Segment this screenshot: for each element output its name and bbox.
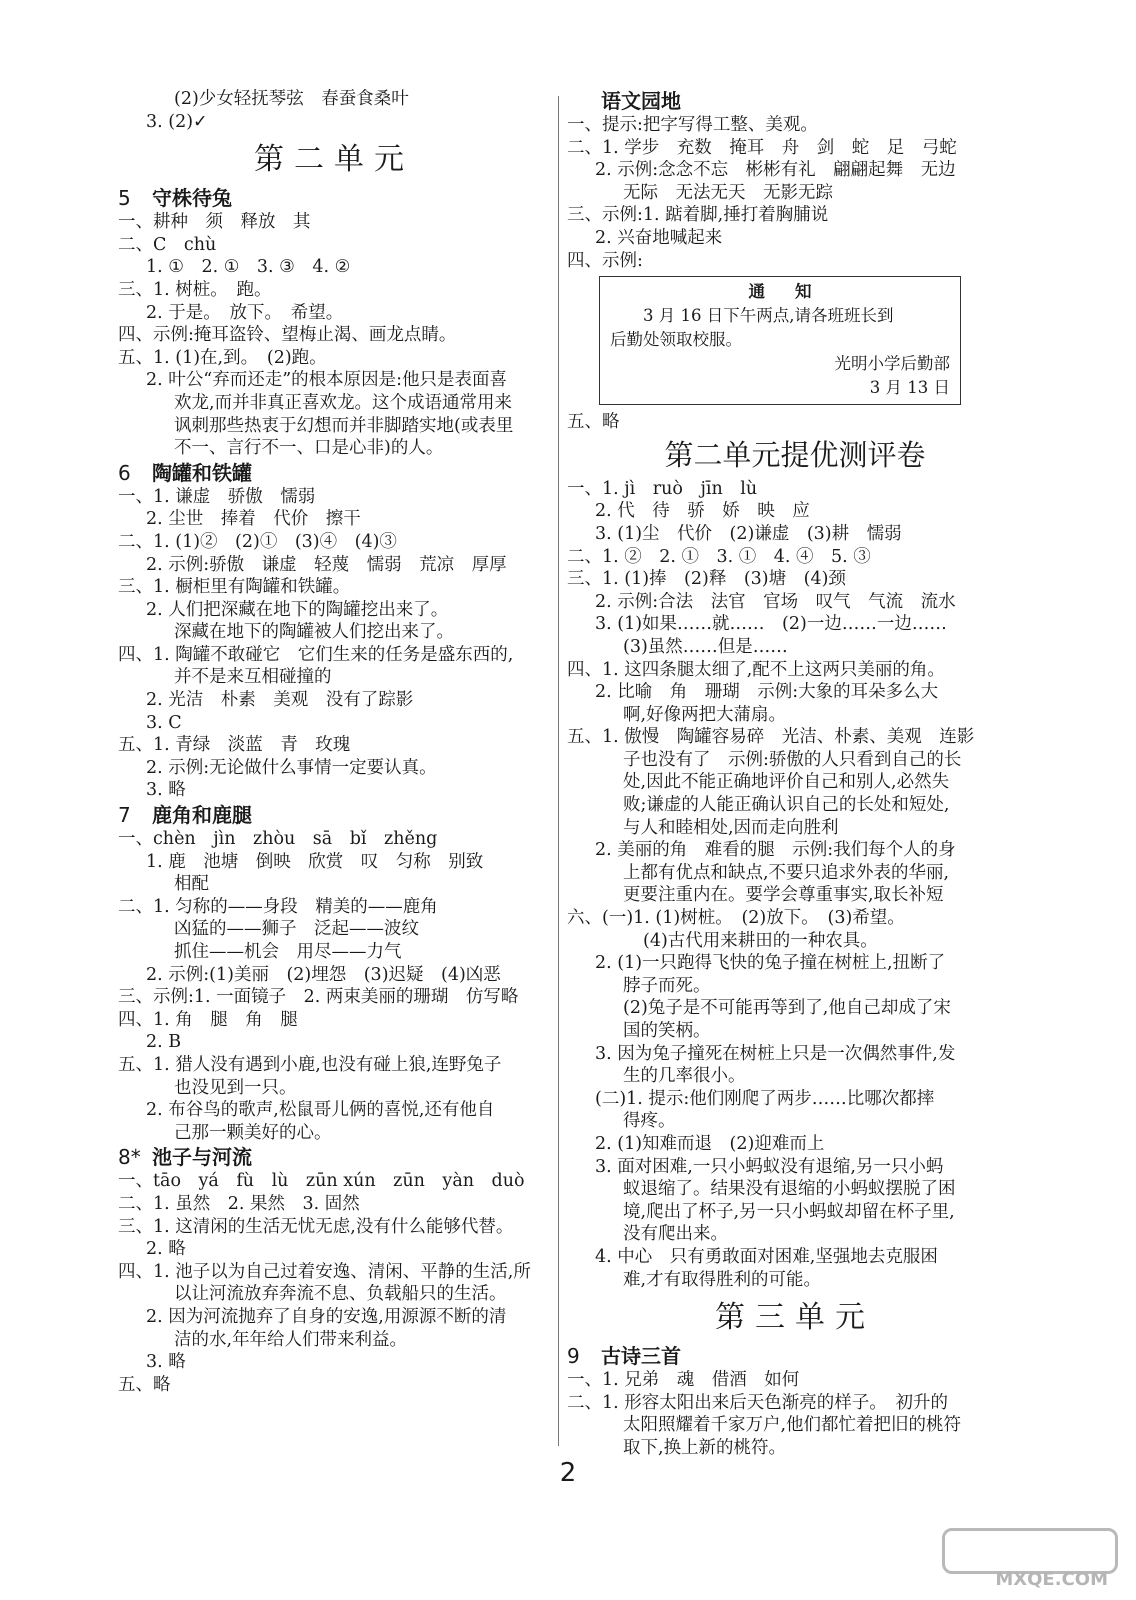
answer-line: 三、1. (1)捧 (2)释 (3)塘 (4)颈 <box>567 569 846 590</box>
answer-line: 与人和睦相处,因而走向胜利 <box>623 817 839 838</box>
answer-line: 2. 代 待 骄 娇 映 应 <box>595 501 810 522</box>
answer-line: 一、1. 兄弟 魂 借酒 如何 <box>567 1370 800 1391</box>
lesson-title: 守株待兔 <box>152 186 232 211</box>
notice-box <box>599 276 961 405</box>
answer-line: 2. 示例:骄傲 谦虚 轻蔑 懦弱 荒凉 厚厚 <box>146 554 507 575</box>
test-paper-heading: 第二单元提优测评卷 <box>664 437 926 472</box>
answer-line: 3. 略 <box>146 1352 186 1373</box>
answer-line: 讽刺那些热衷于幻想而并非脚踏实地(或表里 <box>174 415 514 436</box>
answer-line: 2. 光洁 朴素 美观 没有了踪影 <box>146 690 414 711</box>
answer-line: 2. 人们把深藏在地下的陶罐挖出来了。 <box>146 599 449 620</box>
answer-line: (2)兔子是不可能再等到了,他自己却成了宋 <box>623 998 951 1019</box>
unit-heading: 第三单元 <box>715 1300 875 1336</box>
answer-line: 2. 示例:合法 法官 官场 叹气 气流 流水 <box>595 591 956 612</box>
answer-line: 3. (1)如果……就…… (2)一边……一边…… <box>595 614 947 635</box>
answer-line: 二、1. 匀称的——身段 精美的——鹿角 <box>118 896 438 917</box>
notice-signer: 光明小学后勤部 <box>834 354 950 374</box>
answer-line: 一、1. jì ruò jīn lù <box>567 478 758 499</box>
answer-line: 一、耕种 须 释放 其 <box>118 212 311 233</box>
lesson-title: 陶罐和铁罐 <box>152 460 252 485</box>
answer-line: 三、1. 橱柜里有陶罐和铁罐。 <box>118 577 351 598</box>
answer-line: 己那一颗美好的心。 <box>174 1122 332 1143</box>
answer-line: 败;谦虚的人能正确认识自己的长处和短处, <box>623 795 950 816</box>
answer-line: 2. 兴奋地喊起来 <box>595 227 723 248</box>
lesson-heading <box>118 460 550 486</box>
answer-line: 2. 略 <box>146 1239 186 1260</box>
answer-line: 一、chèn jìn zhòu sā bǐ zhěng <box>118 829 438 850</box>
answer-line: 五、1. 傲慢 陶罐容易碎 光洁、朴素、美观 连影 <box>567 727 975 748</box>
answer-line: (二)1. 提示:他们刚爬了两步……比哪次都摔 <box>595 1088 935 1109</box>
answer-line: 2. 叶公“弃而还走”的根本原因是:他只是表面喜 <box>146 370 508 391</box>
lesson-title: 古诗三首 <box>601 1344 681 1369</box>
watermark-seal-icon <box>942 1528 1118 1574</box>
answer-line: 五、1. 猎人没有遇到小鹿,也没有碰上狼,连野兔子 <box>118 1054 502 1075</box>
answer-line: 六、(一)1. (1)树桩。 (2)放下。 (3)希望。 <box>567 908 905 929</box>
answer-line: 3. (2)✓ <box>146 111 208 132</box>
answer-line: 五、1. 青绿 淡蓝 青 玫瑰 <box>118 735 351 756</box>
answer-line: 1. ① 2. ① 3. ③ 4. ② <box>146 257 351 278</box>
watermark-logo <box>948 1528 1118 1590</box>
answer-line: 2. 于是。 放下。 希望。 <box>146 302 344 323</box>
answer-line: 国的笑柄。 <box>623 1021 711 1041</box>
notice-title: 通知 <box>748 282 842 302</box>
answer-line: 生的几率很小。 <box>623 1066 746 1087</box>
answer-line: 3. 面对困难,一只小蚂蚁没有退缩,另一只小蚂 <box>595 1156 944 1177</box>
answer-line: 2. (1)知难而退 (2)迎难而上 <box>595 1133 825 1154</box>
answer-line: 3. C <box>146 712 182 733</box>
answer-line: 欢龙,而并非真正喜欢龙。这个成语通常用来 <box>174 392 513 413</box>
answer-line: 2. 示例:无论做什么事情一定要认真。 <box>146 757 437 778</box>
answer-line: 难,才有取得胜利的可能。 <box>623 1269 822 1290</box>
answer-line: 深藏在地下的陶罐被人们挖出来了。 <box>174 622 454 643</box>
answer-line: 太阳照耀着千家万户,他们都忙着把旧的桃符 <box>623 1415 962 1436</box>
answer-line: 3. 因为兔子撞死在树桩上只是一次偶然事件,发 <box>595 1043 956 1064</box>
lesson-heading <box>118 1144 550 1170</box>
answer-line: 2. 布谷鸟的歌声,松鼠哥儿俩的喜悦,还有他自 <box>146 1100 495 1121</box>
lesson-number: 9 <box>567 1344 580 1369</box>
answer-line: 2. 尘世 捧着 代价 擦干 <box>146 509 361 530</box>
answer-line: 境,爬出了杯子,另一只小蚂蚁却留在杯子里, <box>623 1201 955 1222</box>
answer-line: 2. B <box>146 1032 182 1053</box>
answer-line: 三、示例:1. 一面镜子 2. 两束美丽的珊瑚 仿写略 <box>118 987 519 1008</box>
answer-line: 更要注重内在。要学会尊重事实,取长补短 <box>623 885 944 906</box>
answer-line: 处,因此不能正确地评价自己和别人,必然失 <box>623 772 950 793</box>
lesson-number: 7 <box>118 803 131 828</box>
answer-line: 二、C chù <box>118 234 217 255</box>
unit-heading: 第二单元 <box>254 142 414 178</box>
answer-line: 无际 无法无天 无影无踪 <box>623 182 833 203</box>
answer-line: 二、1. (1)② (2)① (3)④ (4)③ <box>118 531 397 552</box>
answer-line: 子也没有了 示例:骄傲的人只看到自己的长 <box>623 749 962 770</box>
answer-line: 四、1. 池子以为自己过着安逸、清闲、平静的生活,所 <box>118 1261 531 1282</box>
lesson-heading <box>118 802 550 828</box>
notice-body-line: 后勤处领取校服。 <box>610 330 742 350</box>
answer-line: 不一、言行不一、口是心非)的人。 <box>174 438 444 459</box>
lesson-title: 池子与河流 <box>152 1145 252 1170</box>
answer-line: 一、tāo yá fù lù zūn xún zūn yàn duò <box>118 1171 525 1192</box>
answer-line: 没有爬出来。 <box>623 1224 728 1245</box>
answer-line: 四、1. 角 腿 角 腿 <box>118 1009 298 1030</box>
answer-line: 也没见到一只。 <box>174 1077 297 1098</box>
page-number: 2 <box>559 1458 577 1488</box>
notice-date: 3 月 13 日 <box>869 378 950 398</box>
answer-line: 3. (1)尘 代价 (2)谦虚 (3)耕 懦弱 <box>595 523 902 544</box>
right-column <box>567 88 1023 1460</box>
lesson-number: 5 <box>118 186 131 211</box>
answer-line: 脖子而死。 <box>623 975 711 996</box>
lesson-heading <box>118 185 550 211</box>
answer-line: 三、1. 树桩。 跑。 <box>118 279 272 300</box>
answer-line: 三、1. 这清闲的生活无忧无虑,没有什么能够代替。 <box>118 1216 514 1237</box>
lesson-number: 6 <box>118 460 131 485</box>
answer-line: 四、1. 这四条腿太细了,配不上这两只美丽的角。 <box>567 659 945 680</box>
answer-line: 凶猛的——狮子 泛起——波纹 <box>174 919 419 940</box>
answer-line: 三、示例:1. 踮着脚,捶打着胸脯说 <box>567 205 829 226</box>
lesson-title: 鹿角和鹿腿 <box>152 803 252 828</box>
answer-line: 以让河流放弃奔流不息、负载船只的生活。 <box>174 1284 507 1305</box>
answer-line: (3)虽然……但是…… <box>623 636 788 657</box>
answer-line: 1. 鹿 池塘 倒映 欣赏 叹 匀称 别致 <box>146 851 484 872</box>
answer-line: (2)少女轻抚琴弦 春蚕食桑叶 <box>174 89 409 109</box>
answer-line: 五、略 <box>567 412 620 433</box>
answer-line: 2. 因为河流抛弃了自身的安逸,用源源不断的清 <box>146 1306 507 1327</box>
answer-line: 4. 中心 只有勇敢面对困难,坚强地去克服困 <box>595 1246 938 1267</box>
answer-line: 四、1. 陶罐不敢碰它 它们生来的任务是盛东西的, <box>118 644 514 665</box>
watermark-url: MXQE.COM <box>995 1569 1108 1590</box>
answer-line: 蚁退缩了。结果没有退缩的小蚂蚁摆脱了困 <box>623 1179 956 1200</box>
answer-line: 2. 比喻 角 珊瑚 示例:大象的耳朵多么大 <box>595 682 939 703</box>
answer-line: 相配 <box>174 874 209 895</box>
lesson-heading <box>567 1343 1023 1369</box>
answer-line: 二、1. 学步 充数 掩耳 舟 剑 蛇 足 弓蛇 <box>567 137 957 158</box>
lesson-number: 8* <box>118 1145 141 1170</box>
answer-line: 啊,好像两把大蒲扇。 <box>623 704 787 725</box>
answer-line: 2. 示例:念念不忘 彬彬有礼 翩翩起舞 无边 <box>595 160 956 181</box>
lesson-title: 语文园地 <box>601 89 681 113</box>
answer-line: 2. (1)一只跑得飞快的兔子撞在树桩上,扭断了 <box>595 953 946 974</box>
answer-line: 二、1. 虽然 2. 果然 3. 固然 <box>118 1193 360 1214</box>
answer-line: 二、1. ② 2. ① 3. ① 4. ④ 5. ③ <box>567 546 871 567</box>
answer-line: 二、1. 形容太阳出来后天色渐亮的样子。 初升的 <box>567 1392 949 1413</box>
answer-line: 上都有优点和缺点,不要只追求外表的华丽, <box>623 862 950 883</box>
answer-line: 五、1. (1)在,到。 (2)跑。 <box>118 347 327 368</box>
answer-line: 并不是来互相碰撞的 <box>174 667 332 688</box>
answer-line: (4)古代用来耕田的一种农具。 <box>643 930 878 951</box>
answer-line: 四、示例: <box>567 250 643 271</box>
answer-line: 五、略 <box>118 1374 171 1395</box>
answer-line: 3. 略 <box>146 780 186 801</box>
column-divider <box>558 96 559 1446</box>
notice-body-line: 3 月 16 日下午两点,请各班班长到 <box>610 306 894 326</box>
answer-line: 洁的水,年年给人们带来利益。 <box>174 1329 408 1350</box>
answer-line: 四、示例:掩耳盗铃、望梅止渴、画龙点睛。 <box>118 325 457 346</box>
answer-line: 取下,换上新的桃符。 <box>623 1437 787 1458</box>
answer-line: 一、1. 谦虚 骄傲 懦弱 <box>118 486 316 507</box>
answer-line: 2. 美丽的角 难看的腿 示例:我们每个人的身 <box>595 840 956 861</box>
answer-line: 抓住——机会 用尽——力气 <box>174 942 402 962</box>
answer-line: 得疼。 <box>623 1111 676 1132</box>
left-column <box>118 88 550 1396</box>
answer-line: 一、提示:把字写得工整、美观。 <box>567 115 818 135</box>
answer-line: 2. 示例:(1)美丽 (2)埋怨 (3)迟疑 (4)凶恶 <box>146 964 501 985</box>
lesson-heading <box>567 88 1023 114</box>
